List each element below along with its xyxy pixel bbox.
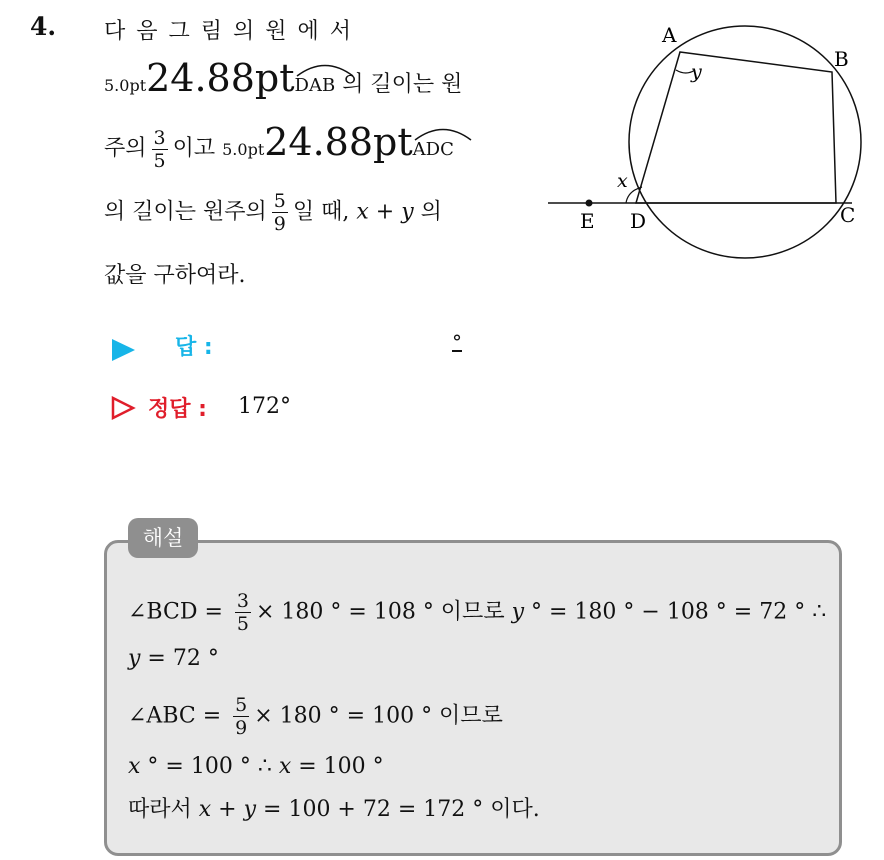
fraction-denominator: 9: [273, 213, 286, 235]
question-line-3: [104, 120, 454, 172]
arc-icon: [413, 125, 473, 141]
fraction-denominator: 9: [235, 717, 248, 739]
question-line-5: 값을 구하여라.: [104, 263, 246, 288]
question-line-3-start: 주의: [104, 136, 147, 161]
label-e: E: [580, 209, 595, 233]
fraction-numerator: 5: [235, 694, 248, 716]
fraction-numerator: 3: [236, 590, 249, 612]
label-d: D: [630, 209, 647, 233]
solution-text: × 180 ° = 100 ° 이므로: [254, 703, 503, 729]
var-y: y: [128, 646, 141, 671]
circle-figure: [540, 10, 880, 272]
arc-adc: [413, 139, 454, 160]
solution-tab: 해설: [128, 518, 198, 558]
question-line-4: [104, 190, 442, 235]
solution-text: 따라서: [128, 797, 199, 822]
question-line-2-tail: 의 길이는 원: [342, 72, 463, 97]
question-line-3-mid: 이고: [172, 136, 216, 161]
var-x: x: [198, 797, 212, 822]
arc-adc-label: ADC: [412, 139, 454, 160]
arc-dab-label: DAB: [294, 75, 336, 96]
solution-line-4: [128, 754, 384, 779]
plus-sign: +: [368, 199, 402, 225]
fraction-3-5: [152, 127, 168, 172]
size-prefix: 5.0pt: [222, 140, 265, 159]
var-x: x: [278, 754, 292, 779]
size-big: 24.88pt: [264, 120, 413, 164]
question-line-2: [104, 56, 462, 100]
var-y: y: [511, 599, 524, 625]
solution-line-5: [128, 792, 540, 823]
plus-sign: +: [211, 797, 244, 822]
fraction-numerator: 5: [273, 190, 286, 212]
solution-line-3: [128, 694, 503, 739]
solution-line-1: [128, 590, 826, 635]
question-line-1: 다 음 그 림 의 원 에 서: [104, 19, 353, 44]
point-e: [586, 200, 593, 207]
label-a: A: [662, 23, 677, 47]
quadrilateral-abcd: [636, 52, 836, 203]
correct-arrow-icon: [110, 396, 136, 420]
size-big: 24.88pt: [146, 56, 295, 100]
solution-text: = 72 °: [140, 646, 219, 671]
fraction-denominator: 5: [153, 149, 166, 172]
var-y: y: [243, 797, 257, 822]
arc-icon: [295, 61, 355, 77]
label-y: y: [691, 61, 702, 83]
answer-arrow-icon: [110, 338, 136, 362]
size-prefix: 5.0pt: [104, 76, 147, 95]
fraction-denominator: 5: [236, 613, 249, 635]
label-c: C: [840, 203, 856, 227]
fraction-5-9: [233, 694, 249, 739]
correct-answer-value: 172°: [238, 394, 291, 419]
solution-line-2: [128, 646, 219, 671]
label-x: x: [617, 170, 628, 192]
answer-label: 답 :: [175, 335, 213, 360]
question-line-4-mid: 일 때,: [292, 199, 350, 225]
solution-text: = 100 + 72 = 172 ° 이다.: [256, 797, 540, 822]
correct-answer-label: 정답 :: [148, 397, 207, 422]
fraction-3-5: [235, 590, 251, 635]
var-x: x: [356, 199, 369, 225]
solution-text: × 180 ° = 108 ° 이므로: [256, 599, 512, 625]
question-line-4-end: 의: [420, 199, 442, 225]
arc-dab: [295, 75, 336, 96]
solution-text: ° = 180 ° − 108 ° = 72 ° ∴: [524, 599, 827, 625]
answer-unit: °: [452, 330, 462, 354]
solution-text: ∠BCD =: [128, 599, 230, 625]
fraction-numerator: 3: [153, 126, 166, 149]
solution-text: ° = 100 ° ∴: [140, 754, 279, 779]
question-line-4-start: 의 길이는 원주의: [104, 199, 267, 225]
var-x: x: [128, 754, 141, 779]
solution-text: = 100 °: [291, 754, 384, 779]
label-b: B: [834, 47, 849, 71]
fraction-5-9: [272, 190, 288, 235]
solution-text: ∠ABC =: [128, 703, 229, 729]
var-y: y: [401, 199, 414, 225]
question-number: 4.: [30, 12, 57, 41]
